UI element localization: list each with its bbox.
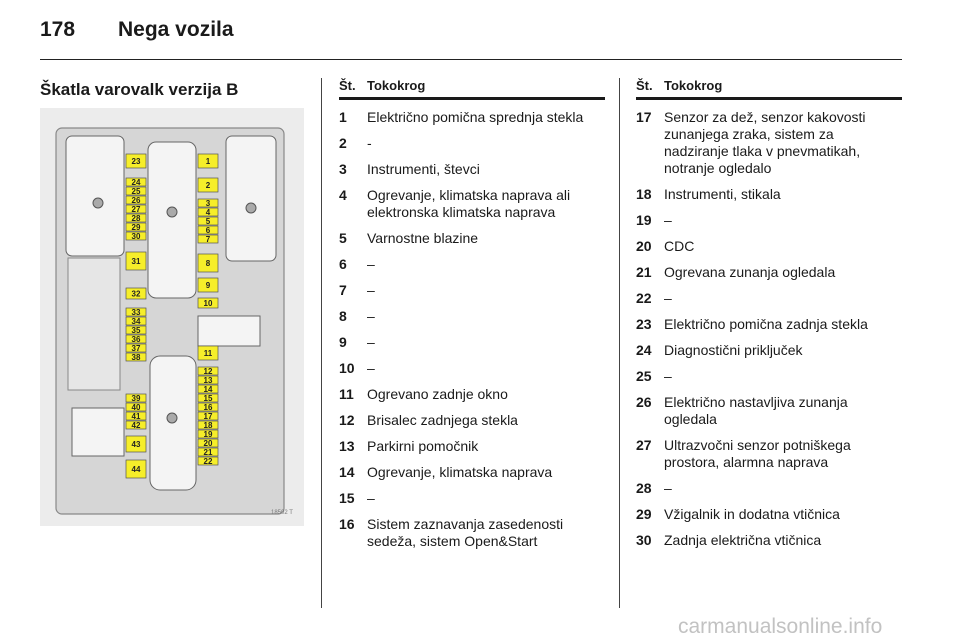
fuse-number: 9 [339,334,347,350]
fuse-33 [126,308,146,317]
relay-left [66,136,124,256]
fuse-3 [198,199,218,208]
fuse-label: 28 [131,214,141,223]
fuse-number: 28 [636,480,652,496]
fuse-circuit: – [664,290,672,306]
fuse-label: 1 [205,157,211,166]
fuse-26 [126,196,146,205]
fuse-15 [198,394,218,403]
fuse-circuit: Diagnostični priključek [664,342,803,358]
fuse-circuit: – [664,212,672,228]
fuse-18 [198,421,218,430]
fuse-number: 20 [636,238,652,254]
fuse-number: 14 [339,464,355,480]
table-row [339,135,605,152]
fuse-label: 36 [131,335,141,344]
fuse-22 [198,457,218,466]
table-row [636,480,902,497]
fuse-label: 20 [203,439,213,448]
fuse-44 [126,460,146,478]
fuse-circuit: Električno pomična sprednja stekla [367,109,584,125]
fuse-circuit: Instrumenti, števci [367,161,480,177]
fuse-circuit: Ogrevano zadnje okno [367,386,508,402]
fuse-label: 39 [131,394,141,403]
fuse-number: 10 [339,360,355,376]
fuse-6 [198,226,218,235]
fuse-circuit: Varnostne blazine [367,230,479,246]
fuse-number: 3 [339,161,347,177]
fuse-circuit: – [367,360,375,376]
table-row [339,360,605,377]
fuse-34 [126,317,146,326]
fuse-8 [198,254,218,272]
fuse-number: 30 [636,532,652,548]
fuse-35 [126,326,146,335]
fuse-circuit: – [367,282,375,298]
fuse-circuit: Ogrevanje, klimatska naprava ali elektronska klimatska naprava [367,187,571,220]
fuse-2 [198,178,218,192]
fuse-36 [126,335,146,344]
fuse-circuit: Parkirni pomočnik [367,438,479,454]
fuse-label: 38 [131,353,141,362]
fuse-40 [126,403,146,412]
relay-right-pin [246,203,256,213]
fuse-label: 21 [203,448,213,457]
fuse-label: 13 [203,376,213,385]
fuse-number: 7 [339,282,347,298]
table-row [339,282,605,299]
fuse-label: 35 [131,326,141,335]
relay-right [226,136,276,261]
fuse-label: 25 [131,187,141,196]
fuse-label: 22 [203,457,213,466]
fuse-label: 8 [205,259,211,268]
fuse-5 [198,217,218,226]
fuse-41 [126,412,146,421]
fuse-24 [126,178,146,187]
fuse-27 [126,205,146,214]
fuse-table-left [339,78,605,550]
fuse-label: 24 [131,178,141,187]
section-title: Škatla varovalk verzija B [40,80,239,99]
fuse-11 [198,346,218,360]
fuse-label: 37 [131,344,141,353]
fuse-label: 12 [203,367,213,376]
relay-left-pin [93,198,103,208]
fuse-circuit: – [367,334,375,350]
central-connector-upper [148,142,196,298]
side-module [198,316,260,346]
fuse-label: 33 [131,308,141,317]
header-number: Št. [636,78,653,93]
fuse-label: 14 [203,385,213,394]
fuse-number: 11 [339,386,354,402]
fuse-circuit: – [664,368,672,384]
table-row [636,264,902,281]
fuse-9 [198,278,218,292]
fuse-circuit: Vžigalnik in dodatna vtičnica [664,506,840,522]
mid-left-block [68,258,120,390]
fuse-7 [198,235,218,244]
fuse-label: 6 [205,226,211,235]
figure-code: 18502 T [271,510,293,516]
fuse-label: 9 [205,281,211,290]
fuse-label: 10 [203,299,213,308]
column-divider-1 [321,78,322,608]
fuse-label: 29 [131,223,141,232]
fuse-label: 31 [131,257,141,266]
fuse-label: 2 [205,181,211,190]
fuse-32 [126,288,146,299]
table-row [339,230,605,247]
fuse-25 [126,187,146,196]
fuse-label: 17 [203,412,213,421]
fuse-circuit: – [664,480,672,496]
fuse-label: 7 [205,235,211,244]
fuse-30 [126,232,146,241]
table-row [636,532,902,549]
fuse-label: 5 [205,217,211,226]
fuse-43 [126,436,146,452]
fuse-label: 26 [131,196,141,205]
fuse-number: 6 [339,256,347,272]
fuse-42 [126,421,146,430]
fuse-20 [198,439,218,448]
table-row [339,516,605,550]
header-circuit: Tokokrog [664,78,723,93]
lower-left-block [72,408,124,456]
fuse-1 [198,154,218,168]
fuse-number: 23 [636,316,652,332]
table-row [636,109,902,177]
fuse-circuit: - [367,135,372,151]
fuse-label: 34 [131,317,141,326]
fuse-number: 13 [339,438,355,454]
fuse-39 [126,394,146,403]
central-connector-upper-pin [167,207,177,217]
table-row [636,186,902,203]
fuse-14 [198,385,218,394]
fuse-label: 42 [131,421,141,430]
fuse-label: 32 [131,289,141,299]
fuse-16 [198,403,218,412]
fuse-label: 19 [203,430,213,439]
table-row [339,464,605,481]
fuse-number: 26 [636,394,652,410]
fuse-number: 8 [339,308,347,324]
fuse-circuit: Ogrevana zunanja ogledala [664,264,836,280]
fuse-circuit: Ultrazvočni senzor potniškega prostora, alarmna naprava [664,437,851,470]
table-row [339,308,605,325]
fuse-number: 12 [339,412,355,428]
page-number: 178 [40,18,76,41]
table-row [636,394,902,428]
central-connector-lower-pin [167,413,177,423]
table-header [636,78,902,100]
fuse-number: 5 [339,230,347,246]
table-row [339,109,605,126]
fuse-number: 18 [636,186,652,202]
fuse-label: 27 [131,205,141,214]
fuse-box-diagram [40,108,304,526]
table-row [636,290,902,307]
fuse-circuit: Zadnja električna vtičnica [664,532,822,548]
fuse-number: 16 [339,516,355,532]
fuse-circuit: Električno pomična zadnja stekla [664,316,868,332]
fuse-label: 30 [131,232,141,241]
fuse-circuit: Ogrevanje, klimatska naprava [367,464,553,480]
fuse-circuit: – [367,490,375,506]
fuse-circuit: Električno nastavljiva zunanja ogledala [664,394,848,427]
fuse-label: 16 [203,403,213,412]
table-row [339,490,605,507]
fuse-10 [198,298,218,308]
fuse-28 [126,214,146,223]
footer-watermark: carmanualsonline.info [678,615,883,638]
fuse-number: 15 [339,490,355,506]
fuse-circuit: – [367,308,375,324]
header-number: Št. [339,78,356,93]
fuse-box-figure [40,108,304,526]
table-row [636,437,902,471]
column-divider-2 [619,78,620,608]
fuse-circuit: Instrumenti, stikala [664,186,781,202]
fuse-label: 23 [131,157,141,166]
fuse-number: 24 [636,342,652,358]
table-row [339,386,605,403]
fuse-number: 17 [636,109,652,125]
fuse-number: 2 [339,135,347,151]
fuse-number: 21 [636,264,652,280]
fuse-17 [198,412,218,421]
table-row [339,161,605,178]
fuse-label: 3 [205,199,211,208]
table-header [339,78,605,100]
fuse-21 [198,448,218,457]
fuse-19 [198,430,218,439]
table-row [636,506,902,523]
fuse-label: 43 [131,440,141,449]
fuse-label: 11 [203,349,213,358]
fuse-29 [126,223,146,232]
table-row [636,368,902,385]
fuse-number: 27 [636,437,652,453]
fuse-label: 41 [131,412,141,421]
fuse-23 [126,154,146,168]
fuse-table-right [636,78,902,549]
fuse-circuit: – [367,256,375,272]
fuse-13 [198,376,218,385]
fuse-37 [126,344,146,353]
fuse-circuit: Senzor za dež, senzor kakovosti zunanjega zraka, sistem za nadziranje tlaka v pnevmatikah, notranje ogledalo [664,109,866,176]
table-row [636,316,902,333]
fuse-label: 44 [131,465,141,474]
page-title: Nega vozila [118,18,234,41]
table-row [339,438,605,455]
fuse-number: 22 [636,290,652,306]
fuse-number: 25 [636,368,652,384]
fuse-12 [198,367,218,376]
table-row [636,212,902,229]
table-row [636,238,902,255]
fuse-number: 19 [636,212,652,228]
fuse-label: 15 [203,394,213,403]
fuse-circuit: CDC [664,238,695,254]
fuse-circuit: Sistem zaznavanja zasedenosti sedeža, sistem Open&Start [367,516,564,549]
table-row [339,187,605,221]
fuse-31 [126,252,146,270]
fuse-number: 4 [339,187,347,203]
fuse-number: 1 [339,109,347,125]
table-row [636,342,902,359]
header-circuit: Tokokrog [367,78,426,93]
fuse-4 [198,208,218,217]
fuse-label: 18 [203,421,213,430]
table-row [339,412,605,429]
fuse-label: 40 [131,403,141,412]
fuse-38 [126,353,146,362]
table-row [339,256,605,273]
fuse-circuit: Brisalec zadnjega stekla [367,412,518,428]
fuse-number: 29 [636,506,652,522]
header-rule [40,59,902,60]
table-row [339,334,605,351]
fuse-label: 4 [205,208,211,217]
